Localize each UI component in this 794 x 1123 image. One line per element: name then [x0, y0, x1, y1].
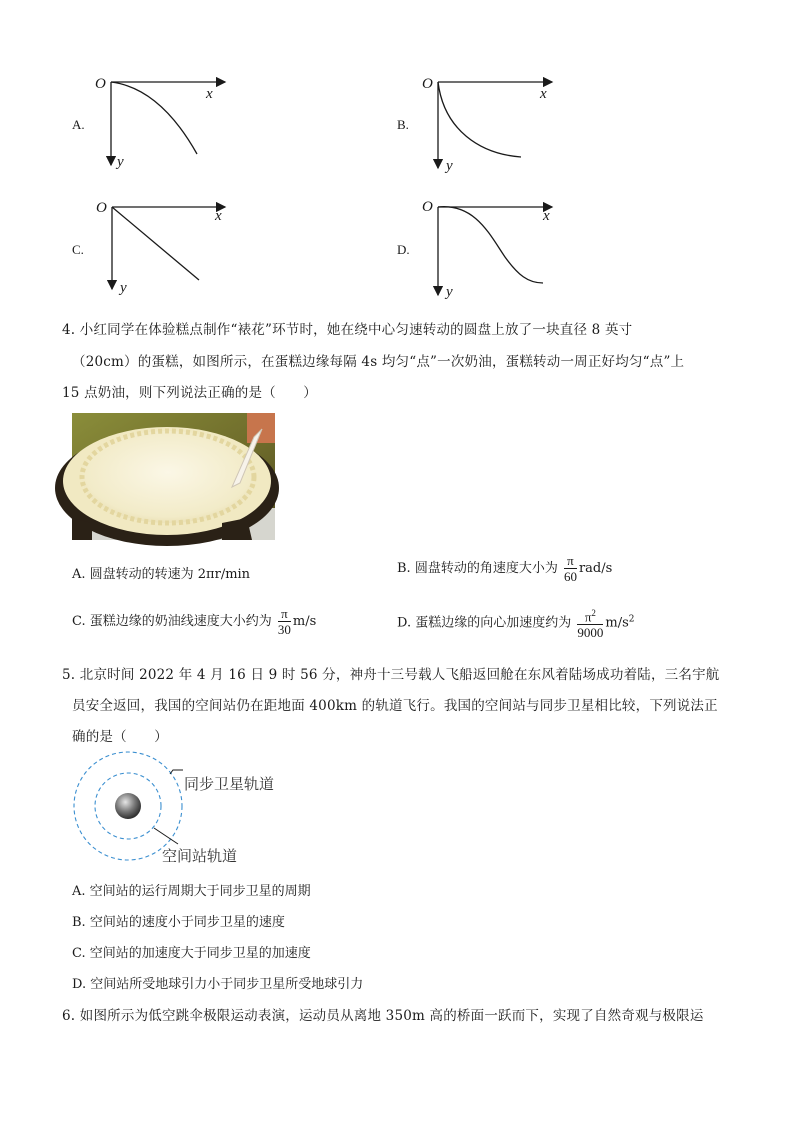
x-axis-label: x: [540, 86, 547, 102]
option-b-label: B.: [397, 117, 409, 132]
y-axis-label: y: [117, 154, 124, 170]
q4-option-d: D. 蛋糕边缘的向心加速度约为 $\frac{\pi^2}{9000}$ $m/s^2$: [397, 608, 635, 641]
graph-c: [92, 195, 252, 300]
q5-option-a: A. 空间站的运行周期大于同步卫星的周期: [72, 884, 311, 899]
fraction: [278, 606, 291, 637]
unit: rad/s: [578, 561, 613, 576]
line-c: [112, 207, 199, 280]
fraction: [577, 606, 603, 640]
graph-b: [420, 70, 580, 175]
origin-label: O: [96, 200, 107, 216]
fraction-numerator: π: [278, 606, 291, 622]
pi-symbol: π: [584, 609, 592, 625]
y-axis-label: y: [120, 280, 127, 296]
y-axis-label: y: [446, 284, 453, 300]
option-d-label: D.: [397, 242, 410, 257]
q4-option-c: [72, 606, 316, 637]
unit: m/s: [605, 615, 629, 631]
q4-option-c-text: C. 蛋糕边缘的奶油线速度大小约为: [72, 614, 272, 629]
x-axis-label: x: [543, 208, 550, 224]
station-pointer: [154, 828, 178, 844]
q5-text-line-1: 5. 北京时间 2022 年 4 月 16 日 9 时 56 分，神舟十三号载人飞船返回舱在东风着陆场成功着陆，三名宇航: [62, 667, 720, 683]
q4-option-b-text: B. 圆盘转动的角速度大小为: [397, 561, 558, 576]
q6-text-line-1: 6. 如图所示为低空跳伞极限运动表演，运动员从离地 350m 高的桥面一跃而下，实现了自然奇观与极限运: [62, 1008, 704, 1024]
fraction-denominator: 30: [277, 622, 291, 637]
option-c-label: C.: [72, 242, 84, 257]
y-axis-label: y: [446, 158, 453, 174]
x-axis-label: x: [215, 208, 222, 224]
station-orbit-label: 空间站轨道: [162, 847, 238, 865]
fraction: [564, 553, 577, 584]
q4-text-line-2: （20cm）的蛋糕，如图所示，在蛋糕边缘每隔 4s 均匀“点”一次奶油，蛋糕转动一周正好均匀“点”上: [72, 354, 685, 370]
graph-d: [420, 195, 580, 303]
origin-label: O: [95, 76, 106, 92]
fraction-denominator: 60: [563, 569, 577, 584]
curve-a: [111, 82, 197, 154]
q4-text-line-3: 15 点奶油，则下列说法正确的是（ ）: [62, 385, 317, 401]
q4-option-b: [397, 553, 612, 584]
unit: m/s: [292, 614, 317, 629]
curve-b: [438, 82, 521, 157]
q4-text-line-1: 4. 小红同学在体验糕点制作“裱花”环节时，她在绕中心匀速转动的圆盘上放了一块直径 8 英寸: [62, 322, 633, 338]
q4-option-a: A. 圆盘转动的转速为 2πr/min: [72, 567, 251, 582]
q5-text-line-2: 员安全返回，我国的空间站仍在距地面 400km 的轨道飞行。我国的空间站与同步卫星相比较，下列说法正: [72, 698, 718, 714]
earth: [115, 793, 141, 819]
origin-label: O: [422, 199, 433, 215]
option-a-label: A.: [72, 117, 85, 132]
graph-a: [90, 70, 250, 175]
origin-label: O: [422, 76, 433, 92]
sync-pointer: [170, 770, 183, 774]
fraction-numerator: π: [564, 553, 577, 569]
fraction-denominator: 9000: [577, 625, 604, 641]
x-axis-label: x: [206, 86, 213, 102]
q5-text-line-3: 确的是（ ）: [72, 729, 168, 745]
q5-option-c: C. 空间站的加速度大于同步卫星的加速度: [72, 946, 311, 961]
q5-option-b: B. 空间站的速度小于同步卫星的速度: [72, 915, 285, 930]
q4-option-d-text: D. 蛋糕边缘的向心加速度约为: [397, 615, 572, 631]
cake-photo: [72, 413, 275, 540]
q5-option-d: D. 空间站所受地球引力小于同步卫星所受地球引力: [72, 977, 364, 992]
fraction-numerator: $\pi^2$: [577, 606, 603, 625]
sync-orbit-label: 同步卫星轨道: [184, 775, 275, 793]
curve-d: [438, 207, 543, 283]
